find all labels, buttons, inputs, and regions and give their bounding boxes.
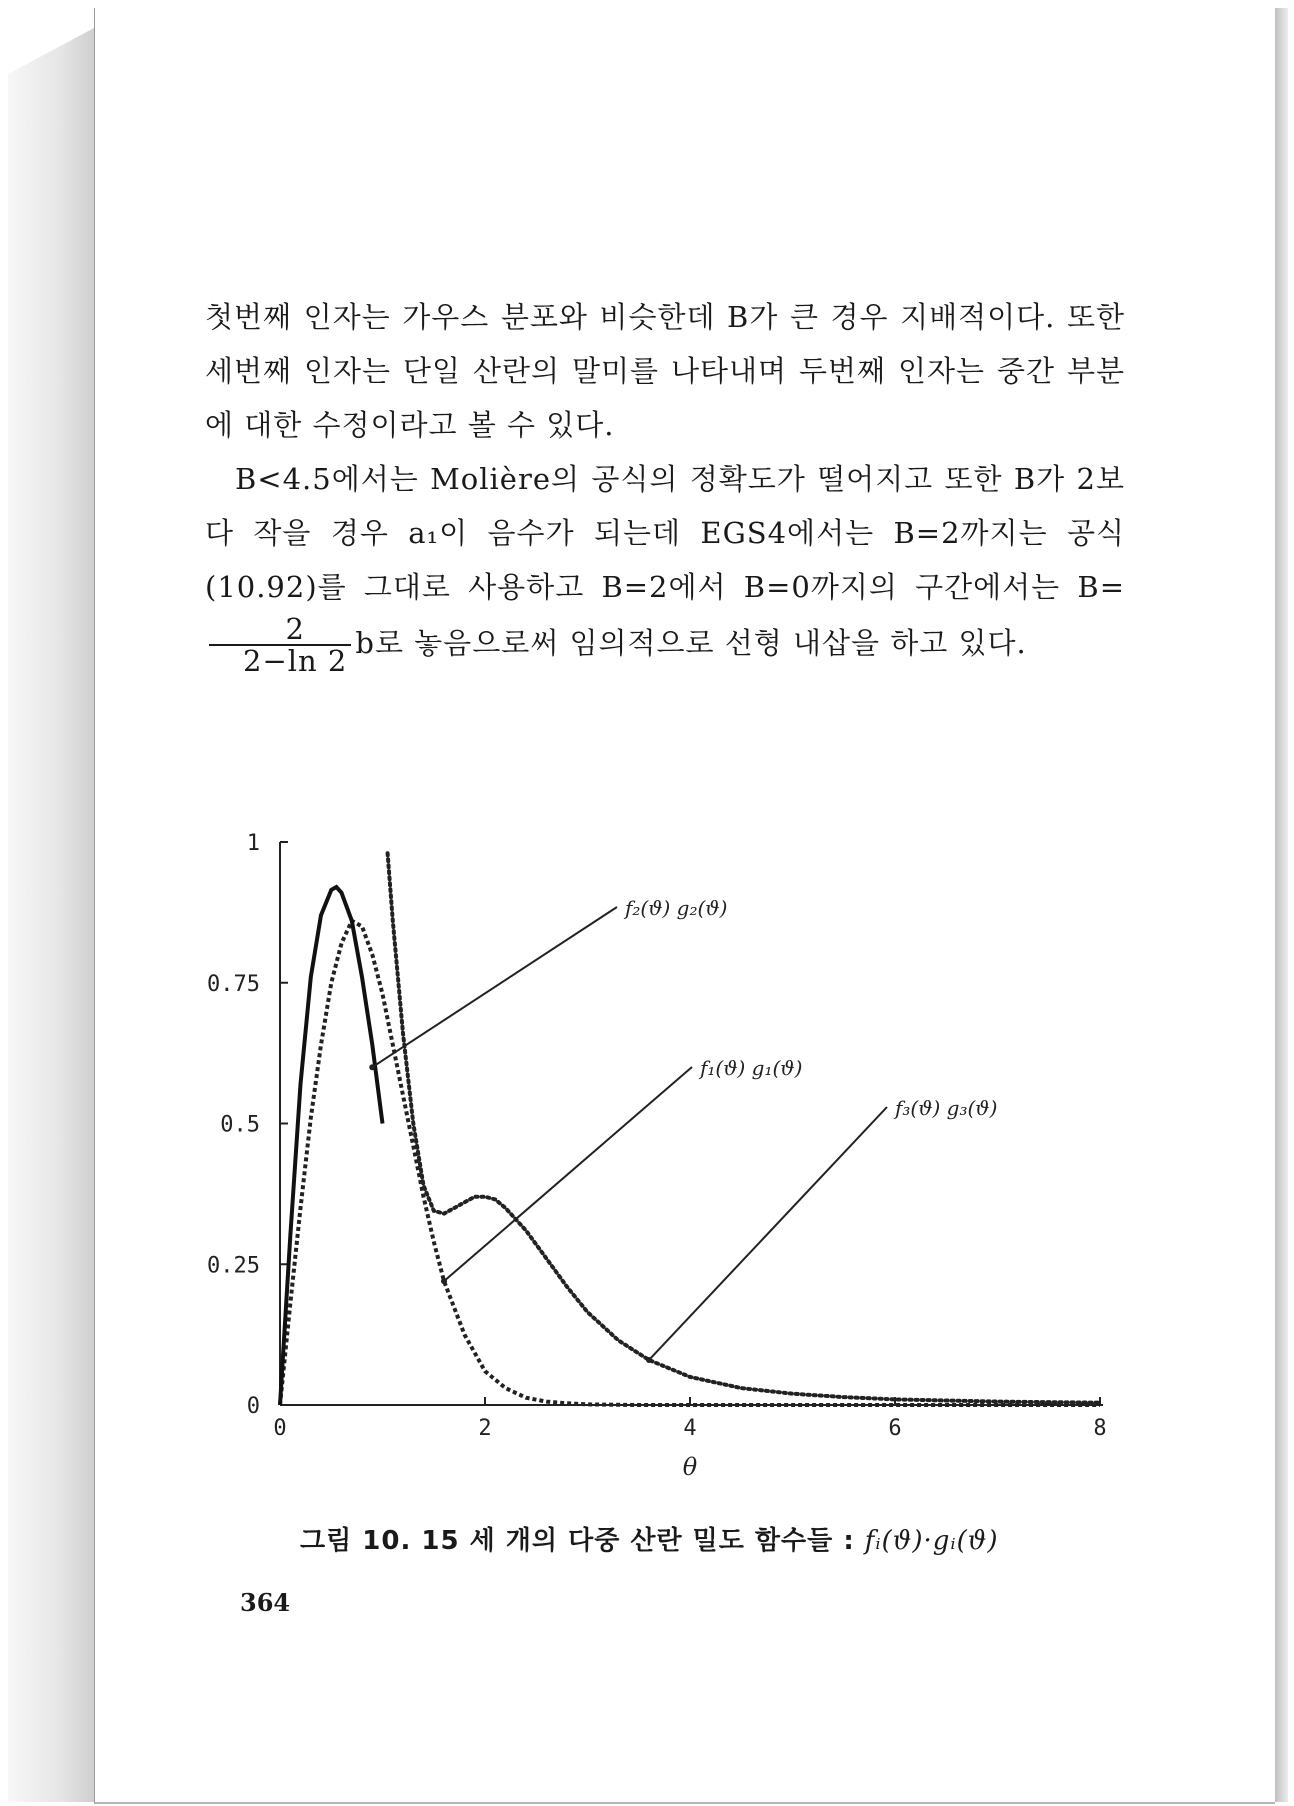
annotation-label: f₁(ϑ) g₁(ϑ): [700, 1056, 803, 1080]
x-axis-label: θ: [682, 1453, 698, 1481]
series-line-1: [280, 921, 1100, 1405]
book-spine: [8, 28, 94, 1802]
annotation-leader-line: [649, 1107, 887, 1360]
formula-numerator: 2: [209, 614, 351, 646]
body-text: [205, 290, 1125, 676]
density-function-chart: [195, 800, 1135, 1500]
annotation-label: f₃(ϑ) g₃(ϑ): [895, 1096, 998, 1120]
y-tick-label: 1: [246, 831, 260, 856]
page-number: 364: [240, 1588, 291, 1617]
annotation-arrowhead: [646, 1357, 652, 1363]
chart-axes: [207, 831, 1107, 1481]
annotation-leader-line: [372, 907, 617, 1067]
annotation-label: f₂(ϑ) g₂(ϑ): [625, 896, 728, 920]
caption-label: 그림 10. 15 세 개의 다중 산란 밀도 함수들 :: [300, 1526, 855, 1556]
x-tick-label: 2: [478, 1416, 492, 1441]
x-tick-label: 6: [888, 1416, 902, 1441]
series-line-3: [388, 853, 1100, 1402]
x-tick-label: 0: [273, 1416, 287, 1441]
formula-denominator: 2−ln 2: [243, 644, 348, 678]
chart-annotations: [369, 896, 997, 1363]
paragraph-1: 첫번째 인자는 가우스 분포와 비슷한데 B가 큰 경우 지배적이다. 또한 세번째 인자는 단일 산란의 말미를 나타내며 두번째 인자는 중간 부분에 대한 수정이라고 볼 수 있다.: [205, 300, 1125, 442]
annotation-arrowhead: [369, 1064, 375, 1070]
annotation-leader-line: [444, 1067, 692, 1281]
y-tick-label: 0: [246, 1394, 260, 1419]
paragraph-2: [205, 452, 1125, 676]
x-tick-label: 8: [1093, 1416, 1107, 1441]
y-tick-label: 0.75: [207, 971, 260, 997]
figure-caption: [300, 1520, 999, 1557]
y-tick-label: 0.25: [207, 1253, 260, 1279]
y-tick-label: 0.5: [220, 1112, 260, 1138]
annotation-arrowhead: [441, 1278, 447, 1284]
series-line-2: [280, 887, 383, 1405]
page-edge-shadow: [1274, 8, 1288, 1802]
x-tick-label: 4: [683, 1416, 697, 1441]
paragraph-2-after: b로 놓음으로써 임의적으로 선형 내삽을 하고 있다.: [355, 626, 1027, 660]
paragraph-2-before: B<4.5에서는 Molière의 공식의 정확도가 떨어지고 또한 B가 2보다 작을 경우 a₁이 음수가 되는데 EGS4에서는 B=2까지는 공식 (10.92)를 그대로 사용하고 B=2에서 B=0까지의 구간에서는 B=: [205, 462, 1125, 604]
chart-series: [280, 853, 1100, 1405]
fraction-formula: [209, 614, 351, 676]
caption-math: fᵢ(ϑ)·gᵢ(ϑ): [864, 1526, 999, 1556]
